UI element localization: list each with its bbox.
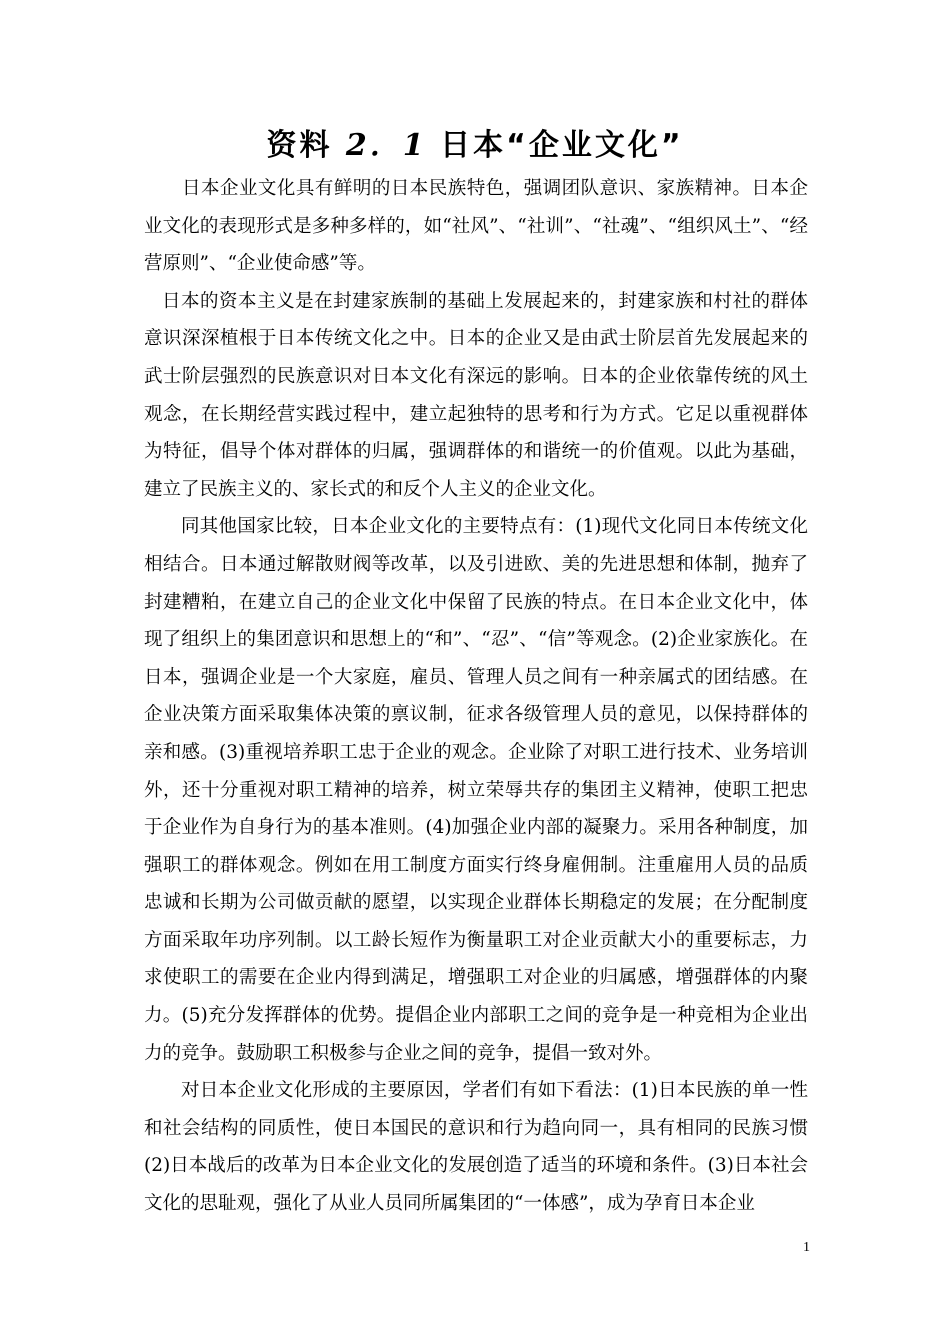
- title-number: 2．1: [345, 128, 427, 163]
- paragraph-intro: 日本企业文化具有鲜明的日本民族特色，强调团队意识、家族精神。日本企业文化的表现形式是多种多样的，如“社风”、“社训”、“社魂”、“组织风土”、“经营原则”、“企业使命感”等。: [144, 178, 808, 275]
- paragraph-origins: 日本的资本主义是在封建家族制的基础上发展起来的，封建家族和村社的群体意识深深植根于日本传统文化之中。日本的企业又是由武士阶层首先发展起来的武士阶层强烈的民族意识对日本文化有深远的影响。日本的企业依靠传统的风土观念，在长期经营实践过程中，建立起独特的思考和行为方式。它足以重视群体为特征，倡导个体对群体的归属，强调群体的和谐统一的价值观。以此为基础，建立了民族主义的、家长式的和反个人主义的企业文化。: [144, 290, 808, 500]
- title-prefix: 资料: [266, 128, 333, 163]
- page-number: 1: [803, 1240, 810, 1255]
- paragraph-causes: 对日本企业文化形成的主要原因，学者们有如下看法：(1)日本民族的单一性和社会结构的同质性，使日本国民的意识和行为趋向同一，具有相同的民族习惯(2)日本战后的改革为日本企业文化的发展创造了适当的环境和条件。(3)日本社会文化的思耻观，强化了从业人员同所属集团的“一体感”，成为孕育日本企业: [144, 1080, 808, 1215]
- paragraph-features: 同其他国家比较，日本企业文化的主要特点有：(1)现代文化同日本传统文化相结合。日本通过解散财阀等改革，以及引进欧、美的先进思想和体制，抛弃了封建糟粕，在建立自己的企业文化中保留了民族的特点。在日本企业文化中，体现了组织上的集团意识和思想上的“和”、“忍”、“信”等观念。(2)企业家族化。在日本，强调企业是一个大家庭，雇员、管理人员之间有一种亲属式的团结感。在企业决策方面采取集体决策的禀议制，征求各级管理人员的意见，以保持群体的亲和感。(3)重视培养职工忠于企业的观念。企业除了对职工进行技术、业务培训外，还十分重视对职工精神的培养，树立荣辱共存的集团主义精神，使职工把忠于企业作为自身行为的基本准则。(4)加强企业内部的凝聚力。采用各种制度，加强职工的群体观念。例如在用工制度方面实行终身雇佣制。注重雇用人员的品质忠诚和长期为公司做贡献的愿望，以实现企业群体长期稳定的发展；在分配制度方面采取年功序列制。以工龄长短作为衡量职工对企业贡献大小的重要标志，力求使职工的需要在企业内得到满足，增强职工对企业的归属感，增强群体的内聚力。(5)充分发挥群体的优势。提倡企业内部职工之间的竞争是一种竞相为企业出力的竞争。鼓励职工积极参与企业之间的竞争，提倡一致对外。: [144, 516, 808, 1064]
- document-body: [144, 170, 808, 1223]
- title-suffix: 日本“企业文化”: [440, 128, 684, 163]
- document-title: [0, 126, 950, 166]
